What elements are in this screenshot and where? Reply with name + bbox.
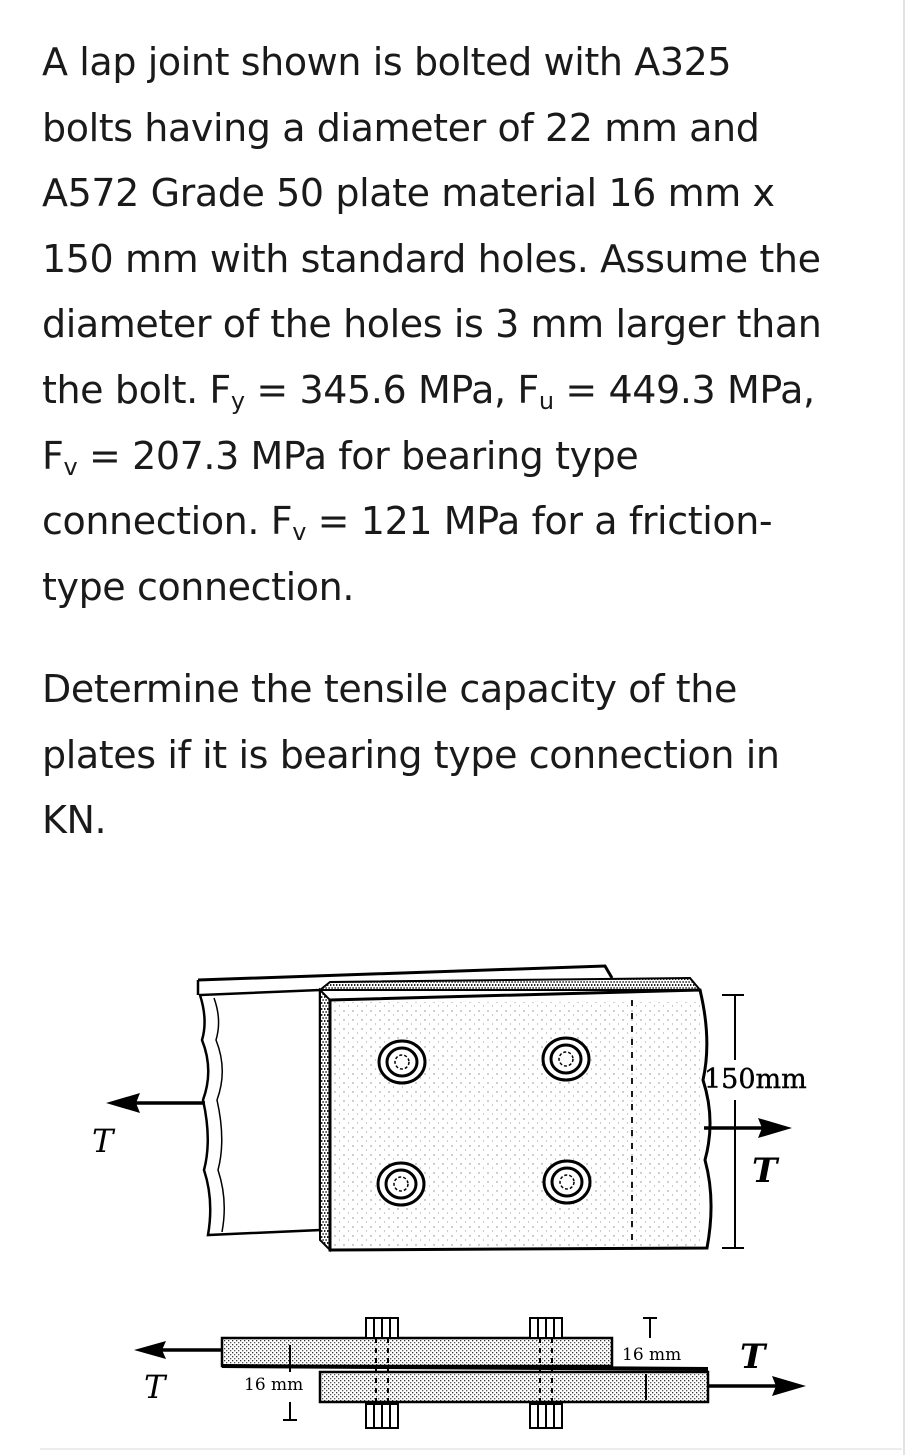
problem-line: type connection.	[42, 564, 355, 609]
thickness-label-left: 16 mm	[244, 1375, 304, 1395]
question-line: plates if it is bearing type connection in	[42, 732, 780, 777]
bolt-head	[378, 1163, 424, 1205]
problem-line: 150 mm with standard holes. Assume the	[42, 236, 821, 281]
text-run: F	[42, 433, 64, 478]
thickness-dimension-right	[643, 1318, 657, 1338]
problem-line-fv-friction	[42, 489, 892, 555]
force-arrow-left-plan	[106, 1093, 205, 1113]
force-label-right-side: T	[740, 1337, 766, 1377]
lap-joint-figure	[90, 955, 830, 1435]
text-run: = 449.3 MPa,	[553, 367, 815, 412]
question-line: Determine the tensile capacity of the	[42, 667, 737, 711]
problem-line: bolts having a diameter of 22 mm and	[42, 105, 760, 150]
bolt-head	[544, 1161, 590, 1203]
force-arrow-left-side	[134, 1341, 222, 1359]
question-text	[42, 657, 892, 854]
text-run: the bolt. F	[42, 367, 231, 412]
text-run: = 207.3 MPa for bearing type	[77, 433, 639, 478]
width-label: 150mm	[704, 1064, 807, 1095]
force-arrow-right-plan	[704, 1118, 792, 1138]
top-plate-section	[222, 1338, 612, 1366]
text-run: = 121 MPa for a friction-	[306, 499, 773, 544]
subscript: v	[292, 518, 306, 547]
plan-view	[198, 966, 711, 1250]
page-bottom-border	[40, 1448, 902, 1450]
force-label-right-plan: T	[752, 1151, 778, 1191]
force-label-left-plan: T	[92, 1122, 114, 1160]
problem-line: A lap joint shown is bolted with A325	[42, 40, 732, 84]
page-right-border	[903, 0, 905, 1455]
subscript: v	[63, 452, 78, 481]
bolt-head	[379, 1041, 425, 1083]
bottom-plate-section	[320, 1372, 708, 1402]
thickness-label-right: 16 mm	[622, 1345, 682, 1365]
width-dimension	[722, 995, 744, 1248]
force-arrow-right-side	[708, 1376, 806, 1396]
problem-line-fy-fu	[42, 358, 892, 424]
problem-statement	[42, 30, 892, 620]
problem-line-fv-bearing	[42, 424, 892, 490]
problem-line: diameter of the holes is 3 mm larger than	[42, 302, 822, 347]
question-line: KN.	[42, 798, 107, 843]
force-label-left-side: T	[144, 1368, 166, 1406]
text-run: = 345.6 MPa, F	[244, 367, 539, 412]
text-run: connection. F	[42, 499, 293, 544]
problem-line: A572 Grade 50 plate material 16 mm x	[42, 171, 775, 216]
subscript: u	[538, 386, 554, 415]
subscript: y	[230, 386, 245, 415]
bolt-head	[543, 1038, 589, 1080]
